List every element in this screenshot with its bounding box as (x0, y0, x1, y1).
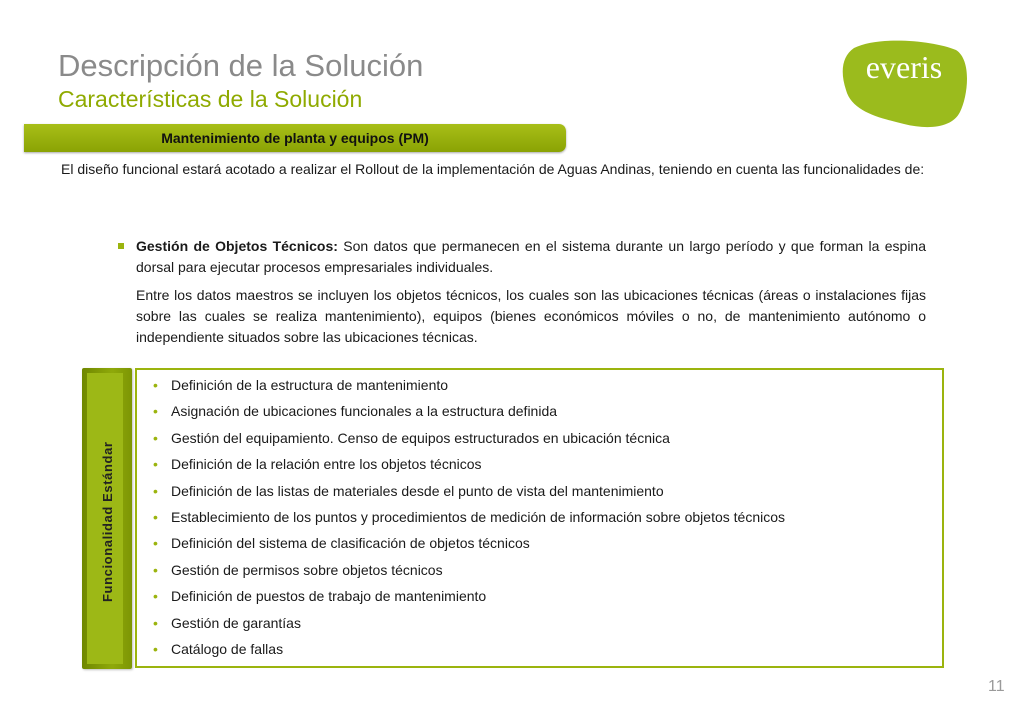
list-item (153, 402, 785, 428)
list-item (153, 455, 785, 481)
list-item-text: Definición de la relación entre los objetos técnicos (171, 456, 482, 473)
page-title: Descripción de la Solución (58, 48, 424, 83)
list-item-text: Definición del sistema de clasificación de objetos técnicos (171, 535, 530, 552)
intro-paragraph: El diseño funcional estará acotado a realizar el Rollout de la implementación de Aguas Andinas, teniendo en cuenta las funcionalidades de: (61, 161, 925, 177)
list-item (153, 376, 785, 402)
bullet-dot-icon: • (153, 403, 158, 420)
list-item-text: Gestión de garantías (171, 614, 301, 631)
list-item-text: Definición de puestos de trabajo de mantenimiento (171, 588, 487, 605)
bullet-dot-icon: • (153, 614, 158, 631)
list-item-text: Gestión del equipamiento. Censo de equipos estructurados en ubicación técnica (171, 429, 670, 446)
functionality-list-box (135, 368, 944, 668)
bullet-dot-icon: • (153, 456, 158, 473)
bullet-content (136, 236, 926, 278)
page-number: 11 (988, 678, 1005, 695)
list-item (153, 640, 785, 666)
list-item (153, 534, 785, 560)
page-subtitle: Características de la Solución (58, 86, 363, 112)
everis-logo (840, 38, 970, 130)
bullet-dot-icon: • (153, 482, 158, 499)
bullet-term: Gestión de Objetos Técnicos: (136, 238, 338, 254)
list-item-text: Asignación de ubicaciones funcionales a la estructura definida (171, 403, 558, 420)
bullet-dot-icon: • (153, 377, 158, 393)
list-item (153, 482, 785, 508)
list-item-text: Gestión de permisos sobre objetos técnicos (171, 561, 443, 578)
list-item-text: Catálogo de fallas (171, 640, 284, 657)
list-item (153, 508, 785, 534)
list-item-text: Definición de la estructura de mantenimiento (171, 377, 449, 393)
list-item (153, 614, 785, 640)
logo-text: everis (865, 49, 943, 85)
technical-objects-bullet (118, 236, 926, 348)
section-title: Mantenimiento de planta y equipos (PM) (161, 130, 429, 146)
master-data-paragraph: Entre los datos maestros se incluyen los objetos técnicos, los cuales son las ubicaciones técnicas (áreas o instalaciones fijas sobre las cuales se realiza mantenimiento), equipos (bienes económicos móviles o no, de mantenimiento autónomo o independiente situados sobre las ubicaciones técnicas. (136, 287, 926, 345)
bullet-dot-icon: • (153, 429, 158, 446)
section-header-bar (24, 124, 566, 152)
square-bullet-icon (118, 243, 124, 249)
bullet-dot-icon: • (153, 535, 158, 552)
bullet-description: Son datos que permanecen en el sistema durante un largo período y que forman la espina dorsal para ejecutar procesos empresariales individuales. (136, 238, 927, 275)
list-item-text: Establecimiento de los puntos y procedimientos de medición de información sobre objetos técnicos (171, 508, 786, 525)
bullet-dot-icon: • (153, 508, 158, 525)
list-item (153, 429, 785, 455)
bullet-dot-icon: • (153, 640, 158, 657)
functionality-label: Funcionalidad Estándar (100, 441, 115, 602)
list-item-text: Definición de las listas de materiales desde el punto de vista del mantenimiento (171, 482, 664, 499)
list-item (153, 587, 785, 613)
bullet-dot-icon: • (153, 561, 158, 578)
list-item (153, 561, 785, 587)
bullet-dot-icon: • (153, 588, 158, 605)
functionality-list (153, 376, 785, 666)
